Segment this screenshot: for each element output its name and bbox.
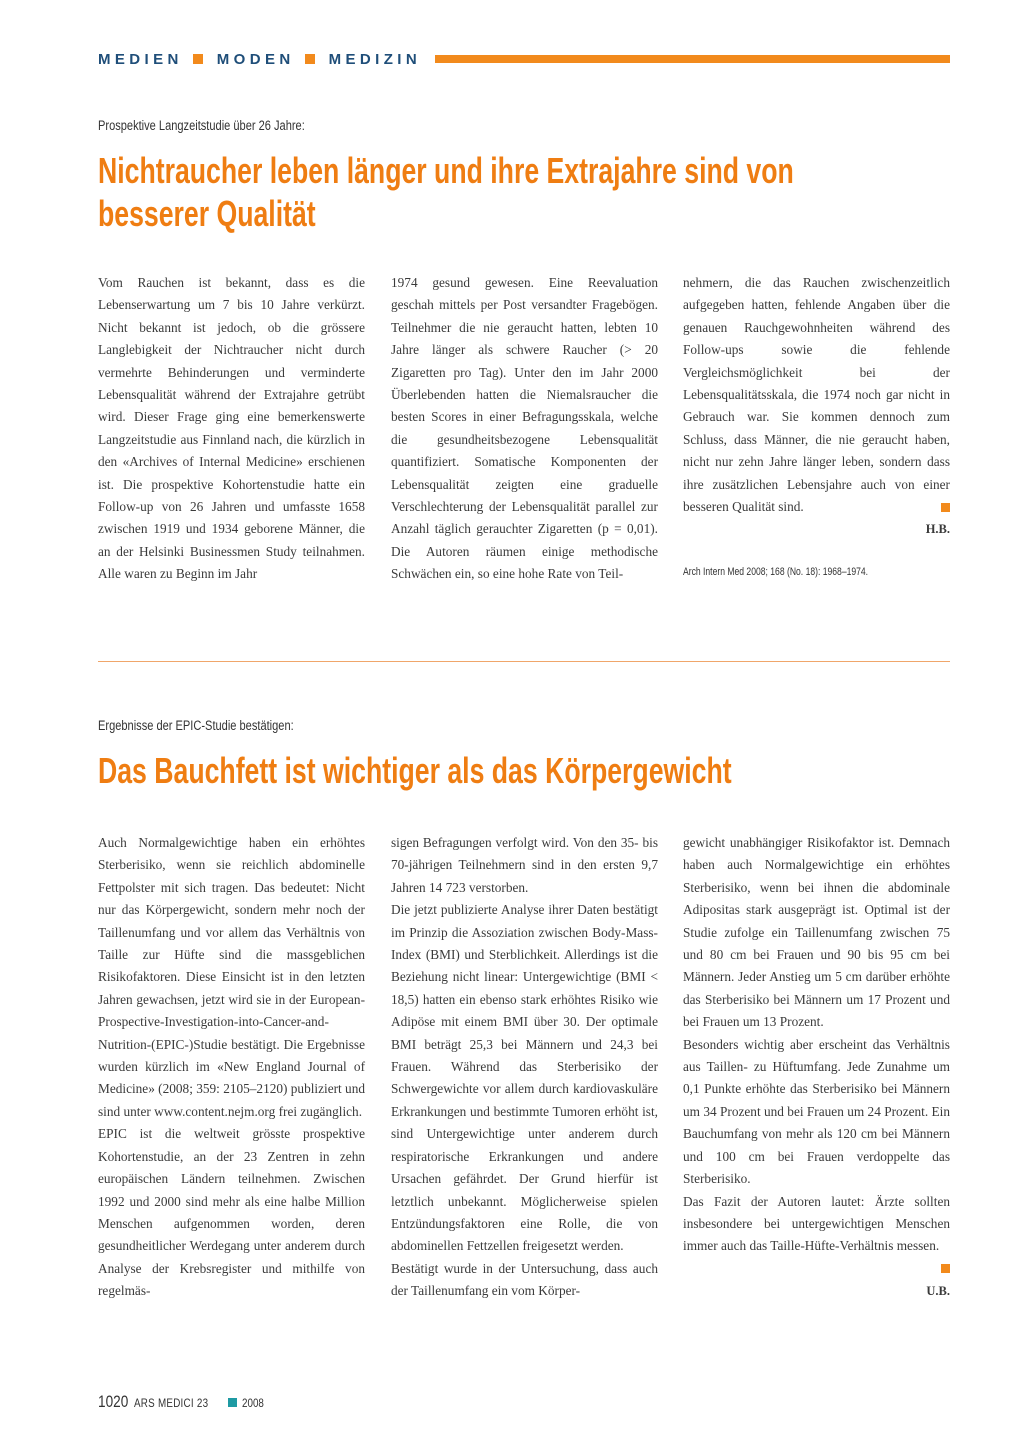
article1-kicker: Prospektive Langzeitstudie über 26 Jahre: [98,118,305,133]
article2-paragraph: EPIC ist die weltweit grösste prospektive Kohortenstudie, an der 23 Zentren in zehn europäischen Ländern teilnehmen. Zwischen 1992 und 2000 sind mehr als eine halbe Million Menschen aufgenommen worden, deren gesundheitlicher Werdegang unter anderem durch Analyse der Krebsregister und mithilfe von regelmäs- [98,1126,365,1299]
article1-column-1 [98,272,365,586]
article1-initials: H.B. [925,522,950,537]
square-bullet-icon [228,1398,237,1407]
article2-paragraph: gewicht unabhängiger Risikofaktor ist. Demnach haben auch Normalgewichtige ein erhöhtes Sterberisiko, wenn bei ihnen die abdominale Adipositas stark ausgeprägt ist. Optimal ist der Studie zufolge ein Taillenumfang zwischen 75 und 80 cm bei Frauen und 90 bis 95 cm bei Männern. Jeder Anstieg um 5 cm darüber erhöhte das Sterberisiko bei Männern um 17 Prozent und bei Frauen um 13 Prozent. [683,835,950,1030]
article2-paragraph: Das Fazit der Autoren lautet: Ärzte sollten insbesondere bei untergewichtigen Menschen immer auch das Taille-Hüfte-Verhältnis messen. [683,1193,950,1254]
article2-column-2 [391,832,658,1303]
article2-paragraph: sigen Befragungen verfolgt wird. Von den 35- bis 70-jährigen Teilnehmern sind in den ersten 9,7 Jahren 14 723 verstorben. [391,835,658,895]
page-footer [98,1392,268,1412]
article1-headline-line2: besserer Qualität [98,193,316,234]
article1-paragraph: 1974 gesund gewesen. Eine Reevaluation geschah mittels per Post versandter Fragebögen. Teilnehmer die nie geraucht hatten, lebten 10 Jahre länger als schwere Raucher (> 20 Zigaretten pro Tag). Unter den im Jahr 2000 Überlebenden hatten die Niemalsraucher die besten Scores in einer Befragungsskala, welche die gesundheitsbezogene Lebensqualität quantifiziert. Somatische Komponenten der Lebensqualität zeigten eine graduelle Verschlechterung der Lebensqualität parallel zur Anzahl täglich gerauchter Zigaretten (p = 0,01). Die Autoren räumen einige methodische Schwächen ein, so eine hohe Rate von Teil- [391,275,658,582]
section-word-moden: MODEN [216,50,295,68]
section-header [98,48,950,70]
article2-initials: U.B. [926,1284,950,1299]
article2-paragraph: Bestätigt wurde in der Untersuchung, dass auch der Taillenumfang ein vom Körper- [391,1260,658,1299]
section-word-medizin: MEDIZIN [328,50,422,68]
article1-column-2 [391,272,658,586]
article2-paragraph: Besonders wichtig aber erscheint das Verhältnis aus Taillen- zu Hüftumfang. Jede Zunahme um 0,1 Punkte erhöhte das Sterberisiko bei Männern um 34 Prozent und bei Frauen um 24 Prozent. Ein Bauchumfang von mehr als 120 cm bei Männern und 100 cm bei Frauen verdoppelte das Sterberisiko. [683,1036,950,1187]
page-number: 1020 [98,1392,129,1411]
issue-year: 2008 [241,1396,264,1410]
article1-headline [98,149,794,235]
end-square-icon [941,503,950,512]
header-rule [435,55,950,63]
article2-column-1 [98,832,365,1303]
article1-paragraph: Vom Rauchen ist bekannt, dass es die Lebenserwartung um 7 bis 10 Jahre verkürzt. Nicht bekannt ist jedoch, ob die grössere Langlebigkeit der Nichtraucher nicht durch vermehrte Behinderungen und verminderte Lebensqualität während der Extrajahre getrübt wird. Dieser Frage ging eine bemerkenswerte Langzeitstudie aus Finnland nach, die kürzlich in den «Archives of Internal Medicine» erschienen ist. Die prospektive Kohortenstudie hatte ein Follow-up von 26 Jahren und umfasste 1658 zwischen 1919 und 1934 geborene Männer, die an der Helsinki Businessmen Study teilnahmen. Alle waren zu Beginn im Jahr [98,275,365,582]
square-bullet-icon [305,54,315,64]
square-bullet-icon [193,54,203,64]
section-word-medien: MEDIEN [98,50,183,68]
end-mark [683,1258,950,1280]
article1-column-3 [683,272,950,583]
article1-paragraph: nehmern, die das Rauchen zwischenzeitlich aufgegeben hatten, fehlende Angaben über die genauen Rauchgewohnheiten während des Follow-ups sowie die fehlende Vergleichsmöglichkeit bei der Lebensqualitätsskala, die 1974 noch gar nicht in Gebrauch war. Sie kommen dennoch zum Schluss, dass Männer, die nie geraucht haben, nicht nur zehn Jahre länger leben, sondern dass ihre zusätzlichen Lebensjahre auch von einer besseren Qualität sind. [683,275,950,515]
article1-headline-line1: Nichtraucher leben länger und ihre Extrajahre sind von [98,150,794,191]
end-square-icon [941,1264,950,1273]
article2-paragraph: Auch Normalgewichtige haben ein erhöhtes Sterberisiko, wenn sie reichlich abdominelle Fettpolster mit sich tragen. Das bedeutet: Nicht nur das Körpergewicht, sondern mehr noch der Taillenumfang und vor allem das Verhältnis von Taille zur Hüfte sind die massgeblichen Risikofaktoren. Diese Einsicht ist in den letzten Jahren gewachsen, jetzt wird sie in der European-Prospective-Investigation-into-Cancer-and-Nutrition-(EPIC-)Studie bestätigt. Die Ergebnisse wurden kürzlich im «New England Journal of Medicine» (2008; 359: 2105–2120) publiziert und sind unter www.content.nejm.org frei zugänglich. [98,835,366,1119]
article1-reference: Arch Intern Med 2008; 168 (No. 18): 1968–1974. [683,565,869,578]
section-title [98,51,421,68]
article2-headline: Das Bauchfett ist wichtiger als das Körpergewicht [98,750,732,791]
article2-paragraph: Die jetzt publizierte Analyse ihrer Daten bestätigt im Prinzip die Assoziation zwischen Body-Mass-Index (BMI) und Sterblichkeit. Allerdings ist die Beziehung nicht linear: Untergewichtige (BMI < 18,5) hatten ein ebenso stark erhöhtes Risiko wie Adipöse mit einem BMI über 30. Der optimale BMI beträgt 25,3 bei Männern und 24,3 bei Frauen. Während das Sterberisiko der Schwergewichte vor allem durch kardiovaskuläre Erkrankungen und bestimmte Tumoren erhöht ist, sind Untergewichtige unter anderem durch respiratorische Erkrankungen und andere Ursachen gefährdet. Der Grund hierfür ist letztlich unbekannt. Möglicherweise spielen Entzündungsfaktoren eine Rolle, die von abdominellen Fettzellen freigesetzt werden. [391,902,658,1254]
journal-name: ARS MEDICI 23 [134,1396,209,1410]
article-divider [98,661,950,662]
article2-kicker: Ergebnisse der EPIC-Studie bestätigen: [98,718,294,733]
article2-column-3 [683,832,950,1303]
